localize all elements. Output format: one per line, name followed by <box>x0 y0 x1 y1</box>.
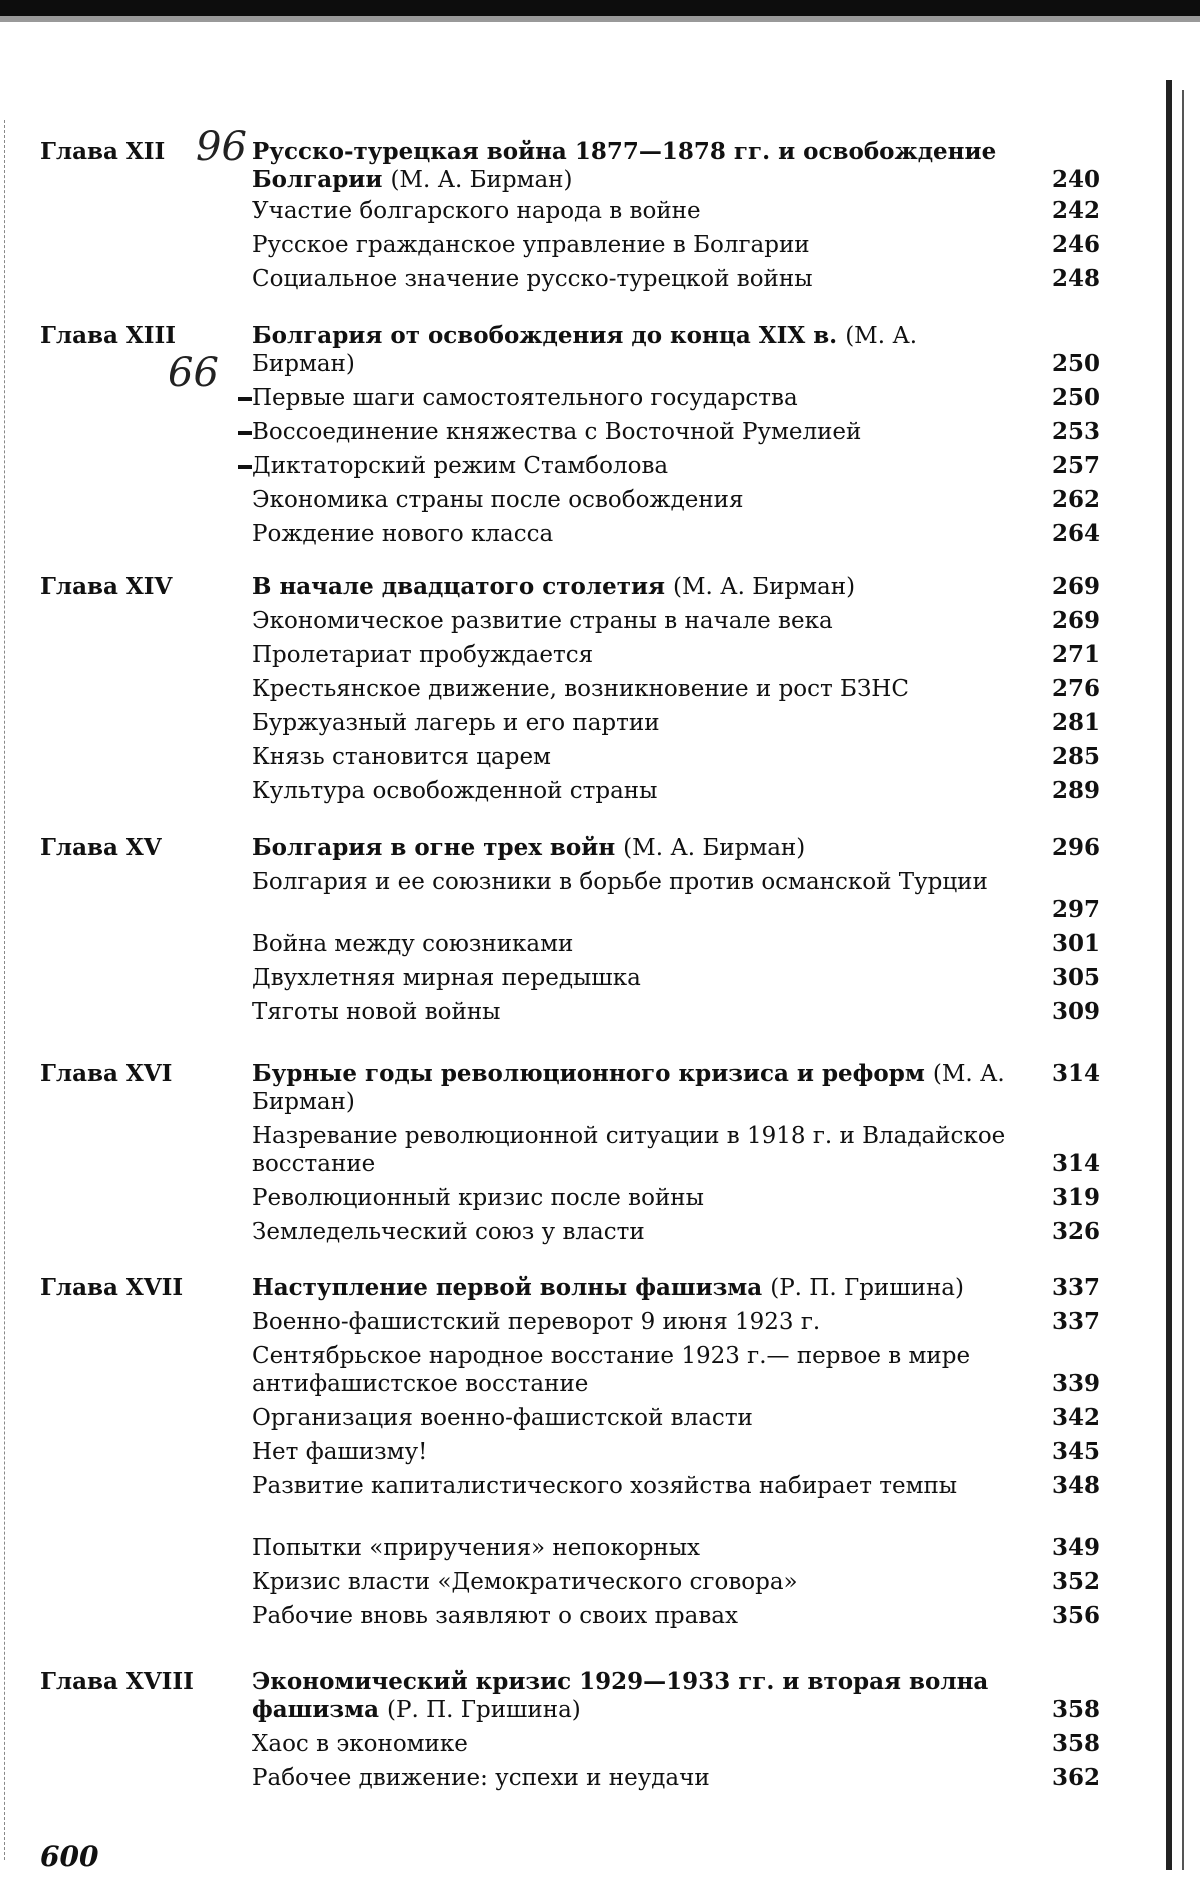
page-number: 264 <box>1051 520 1100 547</box>
chapter-label: Глава XII <box>40 138 166 165</box>
section-title: Крестьянское движение, возникновение и рост БЗНС <box>252 676 909 702</box>
chapter-title: Русско-турецкая война 1877—1878 гг. и освобождение Болгарии <box>252 138 997 193</box>
section-title: Хаос в экономике <box>252 1731 468 1757</box>
section-title: Рабочее движение: успехи и неудачи <box>252 1765 710 1791</box>
page-number: 285 <box>1051 743 1100 770</box>
page-number: 297 <box>1051 896 1100 923</box>
page-number: 271 <box>1051 641 1100 668</box>
chapter-author: (Р. П. Гришина) <box>387 1697 581 1723</box>
handwritten-note: 96 <box>196 124 247 170</box>
page-number: 250 <box>1051 384 1100 411</box>
section-title: Двухлетняя мирная передышка <box>252 965 641 991</box>
section-title: Организация военно-фашистской власти <box>252 1405 753 1431</box>
chapter-label: Глава XIII <box>40 322 177 349</box>
section-title: Война между союзниками <box>252 931 574 957</box>
chapter-author: (Р. П. Гришина) <box>770 1275 964 1301</box>
section-title: Сентябрьское народное восстание 1923 г.— первое в мире антифашистское восстание <box>252 1343 971 1397</box>
section-title: Рабочие вновь заявляют о своих правах <box>252 1603 738 1629</box>
page-number: 257 <box>1051 452 1100 479</box>
page-number: 362 <box>1051 1764 1100 1791</box>
chapter-author: (М. А. Бирман) <box>252 1061 1005 1115</box>
section-title: Диктаторский режим Стамболова <box>252 453 669 479</box>
scan-top-shadow <box>0 16 1200 22</box>
handwritten-tick <box>238 465 252 469</box>
page-number: 248 <box>1051 265 1100 292</box>
handwritten-tick <box>238 397 252 401</box>
page-number: 305 <box>1051 964 1100 991</box>
page-number: 242 <box>1051 197 1100 224</box>
section-title: Военно-фашистский переворот 9 июня 1923 г. <box>252 1309 821 1335</box>
scan-left-margin-line <box>4 120 6 1860</box>
section-title: Тяготы новой войны <box>252 999 501 1025</box>
scan-right-shadow <box>1182 90 1184 1870</box>
page-number: 276 <box>1051 675 1100 702</box>
page-number: 358 <box>1051 1696 1100 1723</box>
page-number: 262 <box>1051 486 1100 513</box>
page-number: 314 <box>1051 1060 1100 1087</box>
chapter-label: Глава XVII <box>40 1274 184 1301</box>
chapter-label: Глава XV <box>40 834 162 861</box>
page-number: 339 <box>1051 1370 1100 1397</box>
section-title: Первые шаги самостоятельного государства <box>252 385 798 411</box>
chapter-title: В начале двадцатого столетия <box>252 573 666 600</box>
chapter-title: Болгария в огне трех войн <box>252 834 616 861</box>
page-number: 314 <box>1051 1150 1100 1177</box>
page-number: 246 <box>1051 231 1100 258</box>
chapter-author: (М. А. Бирман) <box>390 167 573 193</box>
chapter-author: (М. А. Бирман) <box>252 323 918 377</box>
chapter-title: Болгария от освобождения до конца XIX в. <box>252 322 838 349</box>
chapter-author: (М. А. Бирман) <box>673 574 856 600</box>
page-number: 349 <box>1051 1534 1100 1561</box>
section-title: Нет фашизму! <box>252 1439 428 1465</box>
page-number: 289 <box>1051 777 1100 804</box>
section-title: Экономическое развитие страны в начале века <box>252 608 833 634</box>
section-title: Культура освобожденной страны <box>252 778 658 804</box>
chapter-title: Бурные годы революционного кризиса и реформ <box>252 1060 925 1087</box>
page-number: 309 <box>1051 998 1100 1025</box>
chapter-label: Глава XIV <box>40 573 173 600</box>
section-title: Воссоединение княжества с Восточной Румелией <box>252 419 862 445</box>
handwritten-note: 66 <box>168 350 219 396</box>
page-number: 301 <box>1051 930 1100 957</box>
chapter-label: Глава XVI <box>40 1060 173 1087</box>
page-number: 326 <box>1051 1218 1100 1245</box>
chapter-author: (М. А. Бирман) <box>623 835 806 861</box>
page-number: 281 <box>1051 709 1100 736</box>
page-number: 352 <box>1051 1568 1100 1595</box>
chapter-label: Глава XVIII <box>40 1668 194 1695</box>
page-number: 319 <box>1051 1184 1100 1211</box>
page-number: 358 <box>1051 1730 1100 1757</box>
page-number: 269 <box>1051 607 1100 634</box>
page-folio-number: 600 <box>40 1840 99 1873</box>
section-title: Попытки «приручения» непокорных <box>252 1535 701 1561</box>
section-title: Экономика страны после освобождения <box>252 487 744 513</box>
section-title: Болгария и ее союзники в борьбе против османской Турции <box>252 869 988 895</box>
section-title: Кризис власти «Демократического сговора» <box>252 1569 798 1595</box>
section-title: Назревание революционной ситуации в 1918 г. и Владайское восстание <box>252 1123 1006 1177</box>
page-number: 348 <box>1051 1472 1100 1499</box>
handwritten-tick <box>238 431 252 435</box>
scan-top-border <box>0 0 1200 16</box>
page-number: 342 <box>1051 1404 1100 1431</box>
page-number: 240 <box>1051 166 1100 193</box>
page-number: 269 <box>1051 573 1100 600</box>
section-title: Буржуазный лагерь и его партии <box>252 710 660 736</box>
page-number: 250 <box>1051 350 1100 377</box>
section-title: Развитие капиталистического хозяйства набирает темпы <box>252 1473 958 1499</box>
chapter-title: Наступление первой волны фашизма <box>252 1274 763 1301</box>
section-title: Социальное значение русско-турецкой войны <box>252 266 813 292</box>
page-number: 345 <box>1051 1438 1100 1465</box>
page-number: 337 <box>1051 1274 1100 1301</box>
scan-right-border <box>1166 80 1172 1870</box>
section-title: Русское гражданское управление в Болгарии <box>252 232 810 258</box>
section-title: Пролетариат пробуждается <box>252 642 594 668</box>
section-title: Революционный кризис после войны <box>252 1185 704 1211</box>
page-number: 356 <box>1051 1602 1100 1629</box>
section-title: Участие болгарского народа в войне <box>252 198 701 224</box>
section-title: Рождение нового класса <box>252 521 554 547</box>
page-number: 253 <box>1051 418 1100 445</box>
chapter-title: Экономический кризис 1929—1933 гг. и вторая волна фашизма <box>252 1668 989 1723</box>
page-number: 296 <box>1051 834 1100 861</box>
section-title: Князь становится царем <box>252 744 551 770</box>
section-title: Земледельческий союз у власти <box>252 1219 645 1245</box>
page-number: 337 <box>1051 1308 1100 1335</box>
